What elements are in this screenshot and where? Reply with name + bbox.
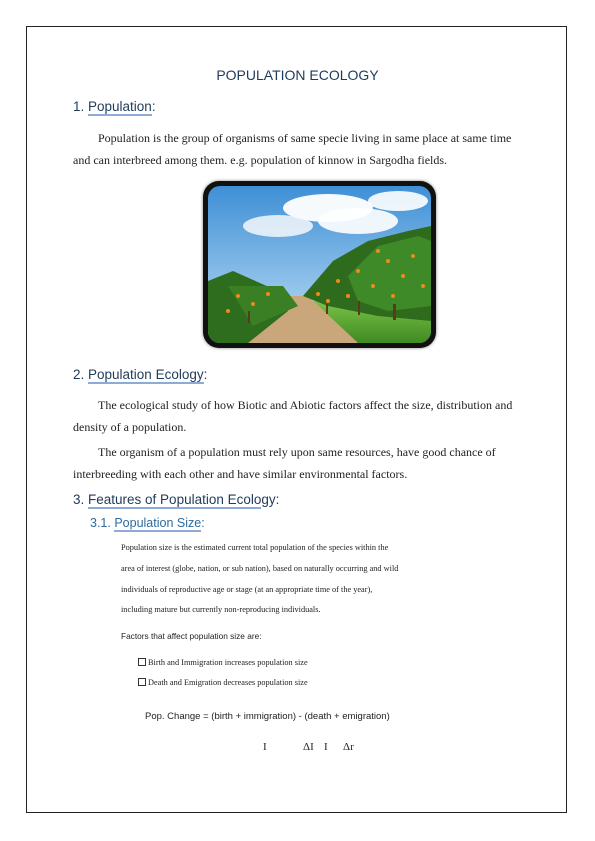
subsection-3-1-heading-word: Population Size [114, 516, 202, 530]
section-1-para-line-1: Population is the group of organisms of same specie living in same place at same time [98, 131, 512, 145]
section-2-colon: : [203, 367, 208, 382]
section-1-heading [73, 99, 156, 114]
subsection-3-1-colon: : [201, 516, 205, 530]
section-1-colon: : [151, 99, 156, 114]
subsection-3-1-number: 3.1. [90, 516, 115, 530]
section-2-number: 2. [73, 367, 89, 382]
page-title: POPULATION ECOLOGY [216, 67, 379, 83]
section-1-heading-word: Population [88, 99, 152, 114]
section-1-para-line-2: and can interbreed among them. e.g. population of kinnow in Sargodha fields. [73, 153, 448, 167]
factors-intro: Factors that affect population size are: [121, 631, 262, 641]
section-2-para-2-line-1: The organism of a population must rely upon same resources, have good chance of [98, 445, 496, 459]
bullet-item-1 [138, 658, 308, 667]
formula-symbol-3: Ι [324, 741, 328, 753]
population-size-line-1: Population size is the estimated current total population of the species within the [121, 543, 389, 552]
bullet-text: Death and Emigration decreases population size [148, 678, 308, 687]
bullet-text: Birth and Immigration increases population size [148, 658, 308, 667]
population-size-line-2: area of interest (globe, nation, or sub nation), based on naturally occurring and wild [121, 564, 399, 573]
population-change-formula: Pop. Change = (birth + immigration) - (death + emigration) [145, 711, 390, 722]
section-3-heading-rest: gy: [261, 492, 280, 507]
section-2-heading [73, 367, 207, 382]
bullet-box-icon [138, 678, 146, 686]
section-2-para-1-line-1: The ecological study of how Biotic and Abiotic factors affect the size, distribution and [98, 398, 513, 412]
section-2-para-2-line-2: interbreeding with each other and have similar environmental factors. [73, 467, 408, 481]
formula-symbol-2: ΔΙ [303, 741, 314, 753]
section-3-heading-word: Features of Population Ecolo [88, 492, 262, 507]
section-2-para-1-line-2: density of a population. [73, 420, 187, 434]
formula-symbol-1: Ι [263, 741, 267, 753]
population-size-line-4: including mature but currently non-reproducing individuals. [121, 605, 321, 614]
bullet-box-icon [138, 658, 146, 666]
orchard-image [203, 181, 436, 348]
section-2-heading-word: Population Ecology [88, 367, 204, 382]
population-size-line-3: individuals of reproductive age or stage (at an appropriate time of the year), [121, 585, 373, 594]
formula-symbol-4: Δr [343, 741, 354, 753]
section-3-number: 3. [73, 492, 89, 507]
subsection-3-1-heading [90, 516, 205, 530]
bullet-item-2 [138, 678, 308, 687]
section-3-heading [73, 492, 279, 507]
section-1-number: 1. [73, 99, 89, 114]
